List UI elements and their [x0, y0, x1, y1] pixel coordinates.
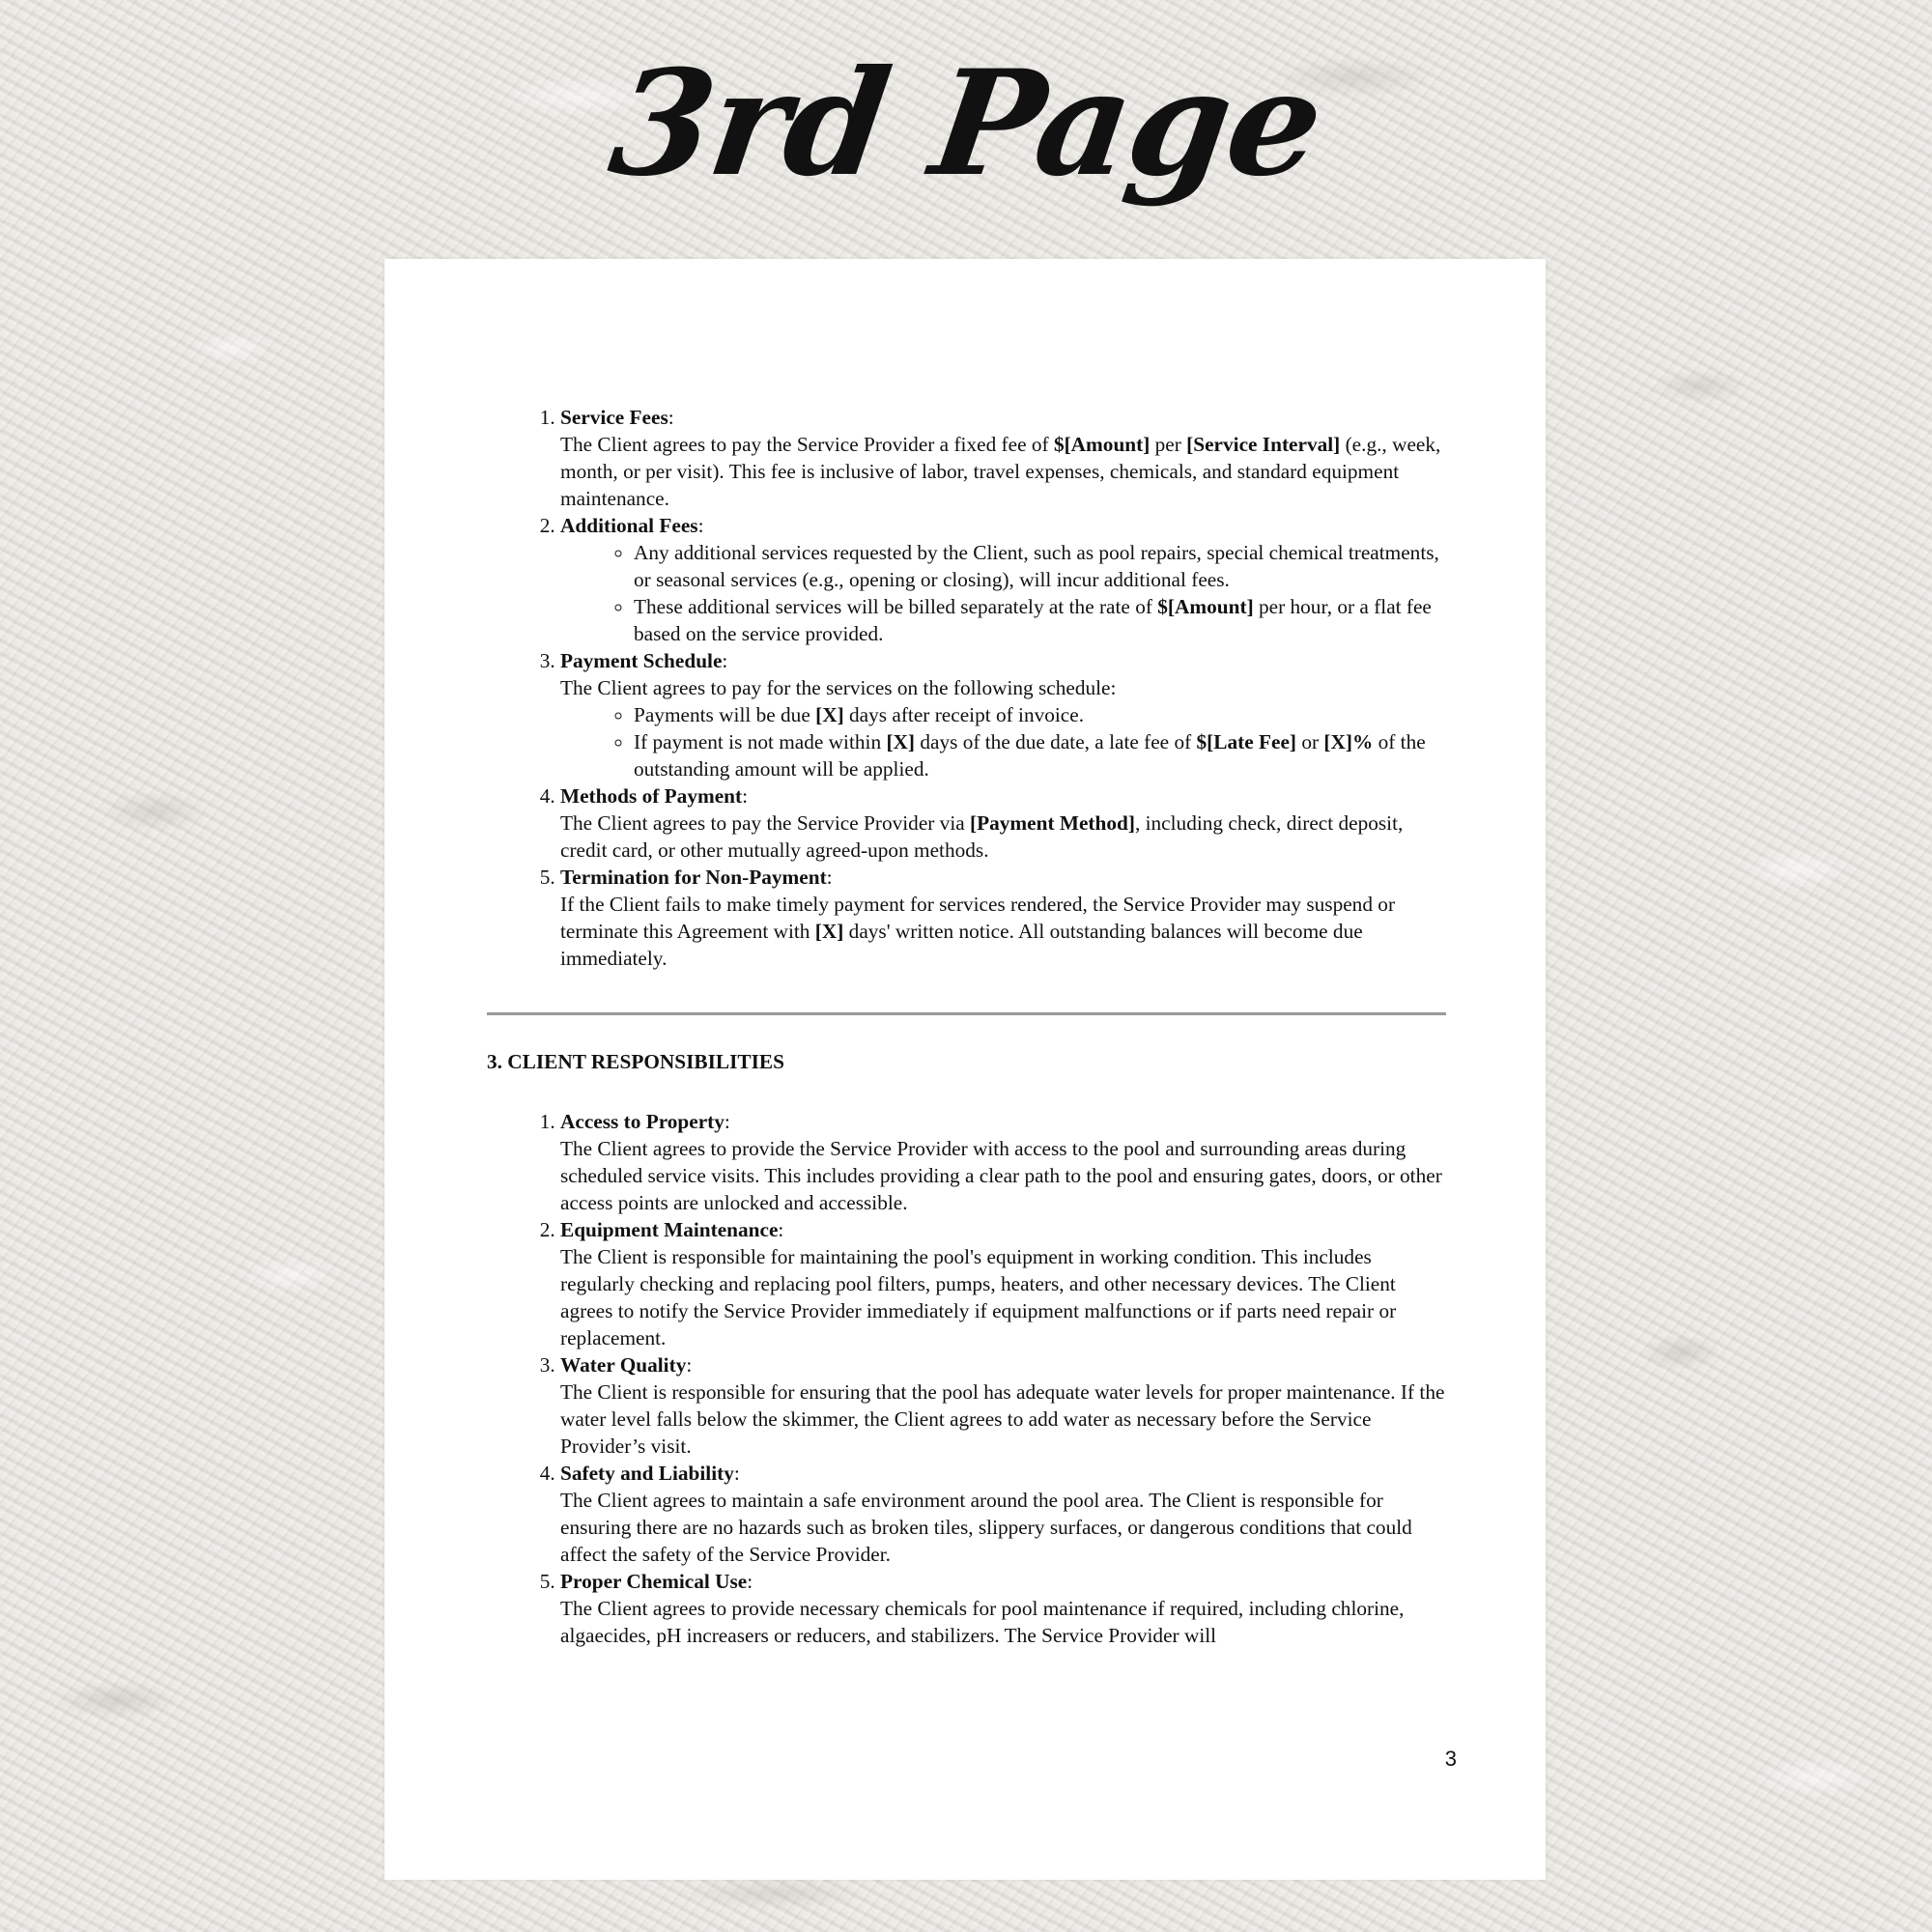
list-item	[560, 782, 1449, 864]
list-item	[560, 404, 1449, 512]
document-body	[487, 404, 1449, 1649]
text-run: The Client is responsible for ensuring that the pool has adequate water levels for proper maintenance. If the water level falls below the skimmer, the Client agrees to add water as necessary before the Service Provider’s visit.	[560, 1380, 1445, 1458]
item-label: Payment Schedule	[560, 649, 723, 672]
text-run: The Client agrees to provide necessary chemicals for pool maintenance if required, including chlorine, algaecides, pH increasers or reducers, and stabilizers. The Service Provider will	[560, 1597, 1405, 1647]
page-number: 3	[1444, 1747, 1457, 1771]
item-label: Equipment Maintenance	[560, 1218, 779, 1241]
text-run: The Client agrees to pay the Service Provider a fixed fee of	[560, 433, 1054, 456]
item-label: Service Fees	[560, 406, 668, 429]
page-heading: 3rd Page	[601, 39, 1331, 209]
sub-list-item	[634, 593, 1449, 647]
list-item	[560, 1460, 1449, 1568]
item-label: Water Quality	[560, 1353, 687, 1377]
text-run: The Client agrees to maintain a safe environment around the pool area. The Client is responsible for ensuring there are no hazards such as broken tiles, slippery surfaces, or dangerous conditions that could affect the safety of the Service Provider.	[560, 1489, 1412, 1566]
list-item	[560, 1351, 1449, 1460]
list-item	[560, 1216, 1449, 1351]
fees-list	[487, 404, 1449, 972]
text-run: or	[1296, 730, 1324, 753]
text-run: If payment is not made within	[634, 730, 887, 753]
item-body	[560, 431, 1449, 512]
text-run: If the Client fails to make timely payment for services rendered, the Service Provider may suspend or terminate this Agreement with	[560, 893, 1396, 943]
text-run: per	[1150, 433, 1187, 456]
placeholder-field: $[Amount]	[1053, 433, 1151, 456]
item-label: Proper Chemical Use	[560, 1570, 748, 1593]
item-label: Termination for Non-Payment	[560, 866, 827, 889]
label-colon: :	[668, 406, 674, 429]
placeholder-field: [X]	[814, 920, 844, 943]
item-body	[560, 810, 1449, 864]
text-run: Any additional services requested by the Client, such as pool repairs, special chemical treatments, or seasonal services (e.g., opening or closing), will incur additional fees.	[634, 541, 1439, 591]
label-colon: :	[733, 1462, 740, 1485]
text-run: of the outstanding amount will be applied.	[634, 730, 1426, 781]
label-colon: :	[742, 784, 749, 808]
item-body	[560, 1135, 1449, 1216]
text-run: Payments will be due	[634, 703, 816, 726]
item-body	[560, 891, 1449, 972]
sub-list	[560, 539, 1449, 647]
placeholder-field: [X]	[886, 730, 916, 753]
section-title: 3. CLIENT RESPONSIBILITIES	[487, 1050, 784, 1073]
section-divider	[487, 1012, 1446, 1015]
text-run: days' written notice. All outstanding balances will become due immediately.	[560, 920, 1363, 970]
document-page	[384, 259, 1546, 1880]
item-label: Safety and Liability	[560, 1462, 734, 1485]
item-body	[560, 1378, 1449, 1460]
item-label: Additional Fees	[560, 514, 698, 537]
text-run: The Client agrees to pay the Service Provider via	[560, 811, 971, 835]
item-label: Access to Property	[560, 1110, 724, 1133]
text-run: The Client agrees to pay for the services on the following schedule:	[560, 676, 1117, 699]
label-colon: :	[826, 866, 833, 889]
label-colon: :	[724, 1110, 730, 1133]
text-run: (e.g., week, month, or per visit). This fee is inclusive of labor, travel expenses, chemicals, and standard equipment maintenance.	[560, 433, 1441, 510]
label-colon: :	[686, 1353, 693, 1377]
placeholder-field: $[Late Fee]	[1196, 730, 1296, 753]
list-item	[560, 864, 1449, 972]
sub-list-item	[634, 728, 1449, 782]
item-body	[560, 1487, 1449, 1568]
text-run: days of the due date, a late fee of	[915, 730, 1197, 753]
text-run: per hour, or a flat fee based on the service provided.	[634, 595, 1432, 645]
sub-list-item	[634, 539, 1449, 593]
item-body	[560, 674, 1449, 701]
placeholder-field: [Payment Method]	[970, 811, 1135, 835]
item-label: Methods of Payment	[560, 784, 743, 808]
placeholder-field: $[Amount]	[1157, 595, 1254, 618]
client-responsibilities-list	[487, 1108, 1449, 1649]
text-run: The Client is responsible for maintaining the pool's equipment in working condition. This includes regularly checking and replacing pool filters, pumps, heaters, and other necessary devices. The Client agrees to notify the Service Provider immediately if equipment malfunctions or if parts need repair or replacement.	[560, 1245, 1397, 1350]
text-run: , including check, direct deposit, credit card, or other mutually agreed-upon methods.	[560, 811, 1404, 862]
item-body	[560, 1243, 1449, 1351]
label-colon: :	[747, 1570, 753, 1593]
list-item	[560, 1568, 1449, 1649]
text-run: These additional services will be billed separately at the rate of	[634, 595, 1158, 618]
list-item	[560, 1108, 1449, 1216]
label-colon: :	[722, 649, 728, 672]
placeholder-field: [X]%	[1323, 730, 1374, 753]
sub-list-item	[634, 701, 1449, 728]
text-run: days after receipt of invoice.	[843, 703, 1085, 726]
text-run: The Client agrees to provide the Service Provider with access to the pool and surrounding areas during scheduled service visits. This includes providing a clear path to the pool and ensuring gates, doors, or other access points are unlocked and accessible.	[560, 1137, 1442, 1214]
item-body	[560, 1595, 1449, 1649]
sub-list	[560, 701, 1449, 782]
placeholder-field: [X]	[815, 703, 844, 726]
label-colon: :	[697, 514, 704, 537]
list-item	[560, 512, 1449, 647]
list-item	[560, 647, 1449, 782]
placeholder-field: [Service Interval]	[1186, 433, 1341, 456]
label-colon: :	[778, 1218, 784, 1241]
